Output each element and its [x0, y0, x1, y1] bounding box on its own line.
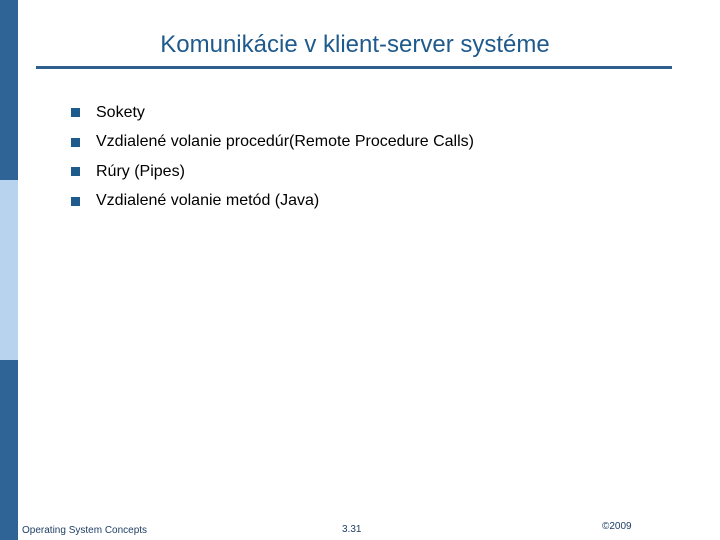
list-item — [71, 187, 474, 217]
title-underline — [36, 66, 672, 69]
footer-copyright: ©2009 — [602, 521, 632, 532]
square-bullet-icon — [71, 167, 80, 176]
side-bar-bottom — [0, 360, 18, 540]
square-bullet-icon — [71, 138, 80, 147]
side-bar-top — [0, 0, 18, 180]
bullet-list — [71, 98, 474, 216]
list-item — [71, 157, 474, 187]
bullet-text: Vzdialené volanie procedúr(Remote Procedure Calls) — [96, 133, 474, 151]
bullet-text: Rúry (Pipes) — [96, 162, 185, 180]
square-bullet-icon — [71, 197, 80, 206]
slide-title: Komunikácie v klient-server systéme — [160, 31, 550, 58]
list-item — [71, 128, 474, 158]
square-bullet-icon — [71, 108, 80, 117]
side-bar-middle — [0, 180, 18, 360]
footer-page-number: 3.31 — [342, 524, 362, 535]
list-item — [71, 98, 474, 128]
bullet-text: Sokety — [96, 103, 145, 121]
bullet-text: Vzdialené volanie metód (Java) — [96, 192, 320, 210]
footer-book-title: Operating System Concepts — [22, 525, 148, 536]
